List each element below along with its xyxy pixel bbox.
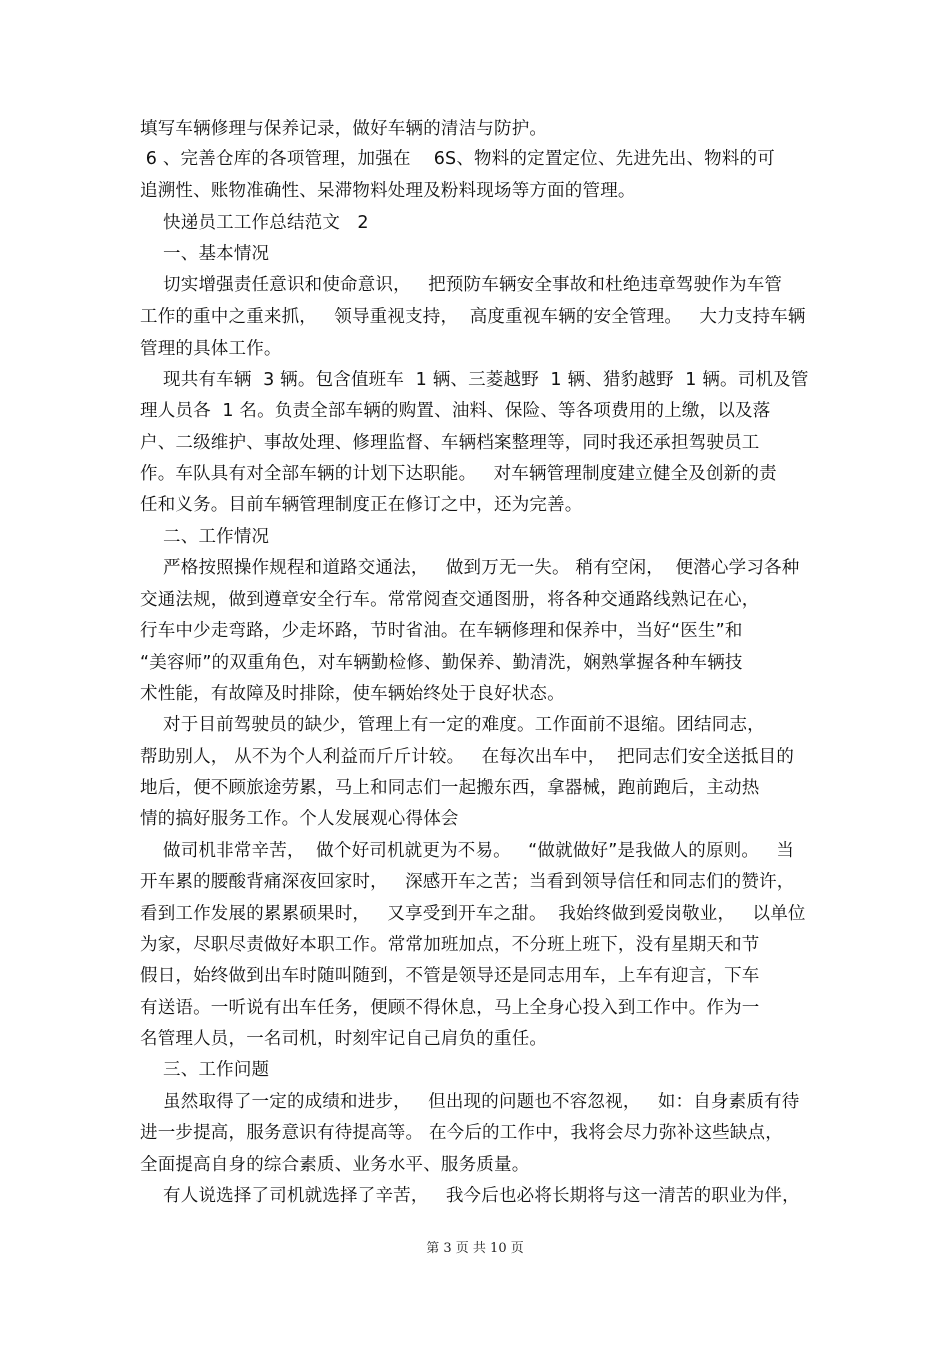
text-line: 三、工作问题: [140, 1060, 270, 1080]
text-line: 名管理人员，一名司机，时刻牢记自己肩负的重任。: [140, 1029, 548, 1049]
text-line: 全面提高自身的综合素质、业务水平、服务质量。: [140, 1155, 530, 1175]
text-line: 有人说选择了司机就选择了辛苦， 我今后也必将长期将与这一清苦的职业为伴，: [140, 1186, 800, 1206]
page-footer: 第 3 页 共 10 页: [426, 1241, 524, 1256]
text-line: 填写车辆修理与保养记录，做好车辆的清洁与防护。: [140, 119, 548, 139]
text-line: 快递员工工作总结范文 2: [140, 213, 369, 233]
text-line: 开车累的腰酸背痛深夜回家时， 深感开车之苦；当看到领导信任和同志们的赞许，: [140, 872, 795, 892]
text-line: 进一步提高，服务意识有待提高等。 在今后的工作中，我将会尽力弥补这些缺点，: [140, 1123, 783, 1143]
text-line: “美容师”的双重角色，对车辆勤检修、勤保养、勤清洗，娴熟掌握各种车辆技: [140, 653, 743, 673]
text-line: 交通法规，做到遵章安全行车。常常阅查交通图册，将各种交通路线熟记在心，: [140, 590, 760, 610]
text-line: 行车中少走弯路，少走坏路，节时省油。在车辆修理和保养中，当好“医生”和: [140, 621, 743, 641]
text-line: 地后，便不顾旅途劳累，马上和同志们一起搬东西，拿器械，跑前跑后，主动热: [140, 778, 760, 798]
text-line: 现共有车辆 3 辆。包含值班车 1 辆、三菱越野 1 辆、猎豹越野 1 辆。司机及管: [140, 370, 809, 390]
text-line: 严格按照操作规程和道路交通法， 做到万无一失。 稍有空闲， 便潜心学习各种: [140, 558, 800, 578]
text-line: 做司机非常辛苦， 做个好司机就更为不易。 “做就做好”是我做人的原则。 当: [140, 841, 795, 861]
text-line: 任和义务。目前车辆管理制度正在修订之中，还为完善。: [140, 495, 583, 515]
text-line: 有送语。一听说有出车任务，便顾不得休息，马上全身心投入到工作中。作为一: [140, 998, 760, 1018]
text-line: 帮助别人， 从不为个人利益而斤斤计较。 在每次出车中， 把同志们安全送抵目的: [140, 747, 795, 767]
text-line: 理人员各 1 名。负责全部车辆的购置、油料、保险、等各项费用的上缴，以及落: [140, 401, 771, 421]
text-line: 6 、完善仓库的各项管理，加强在 6S、物料的定置定位、先进先出、物料的可: [140, 149, 775, 169]
text-line: 追溯性、账物准确性、呆滞物料处理及粉料现场等方面的管理。: [140, 181, 636, 201]
text-line: 工作的重中之重来抓， 领导重视支持， 高度重视车辆的安全管理。 大力支持车辆: [140, 307, 806, 327]
text-line: 切实增强责任意识和使命意识， 把预防车辆安全事故和杜绝违章驾驶作为车管: [140, 275, 783, 295]
text-line: 情的搞好服务工作。个人发展观心得体会: [140, 809, 459, 829]
text-line: 假日，始终做到出车时随叫随到，不管是领导还是同志用车，上车有迎言，下车: [140, 966, 760, 986]
text-line: 户、二级维护、事故处理、修理监督、车辆档案整理等，同时我还承担驾驶员工: [140, 433, 760, 453]
text-line: 为家，尽职尽责做好本职工作。常常加班加点，不分班上班下，没有星期天和节: [140, 935, 760, 955]
text-line: 看到工作发展的累累硕果时， 又享受到开车之甜。 我始终做到爱岗敬业， 以单位: [140, 904, 806, 924]
text-line: 一、基本情况: [140, 244, 270, 264]
text-line: 作。车队具有对全部车辆的计划下达职能。 对车辆管理制度建立健全及创新的责: [140, 464, 777, 484]
text-line: 术性能，有故障及时排除，使车辆始终处于良好状态。: [140, 684, 565, 704]
text-line: 对于目前驾驶员的缺少，管理上有一定的难度。工作面前不退缩。团结同志，: [140, 715, 765, 735]
text-line: 虽然取得了一定的成绩和进步， 但出现的问题也不容忽视， 如：自身素质有待: [140, 1092, 800, 1112]
text-line: 二、工作情况: [140, 527, 270, 547]
text-line: 管理的具体工作。: [140, 339, 282, 359]
